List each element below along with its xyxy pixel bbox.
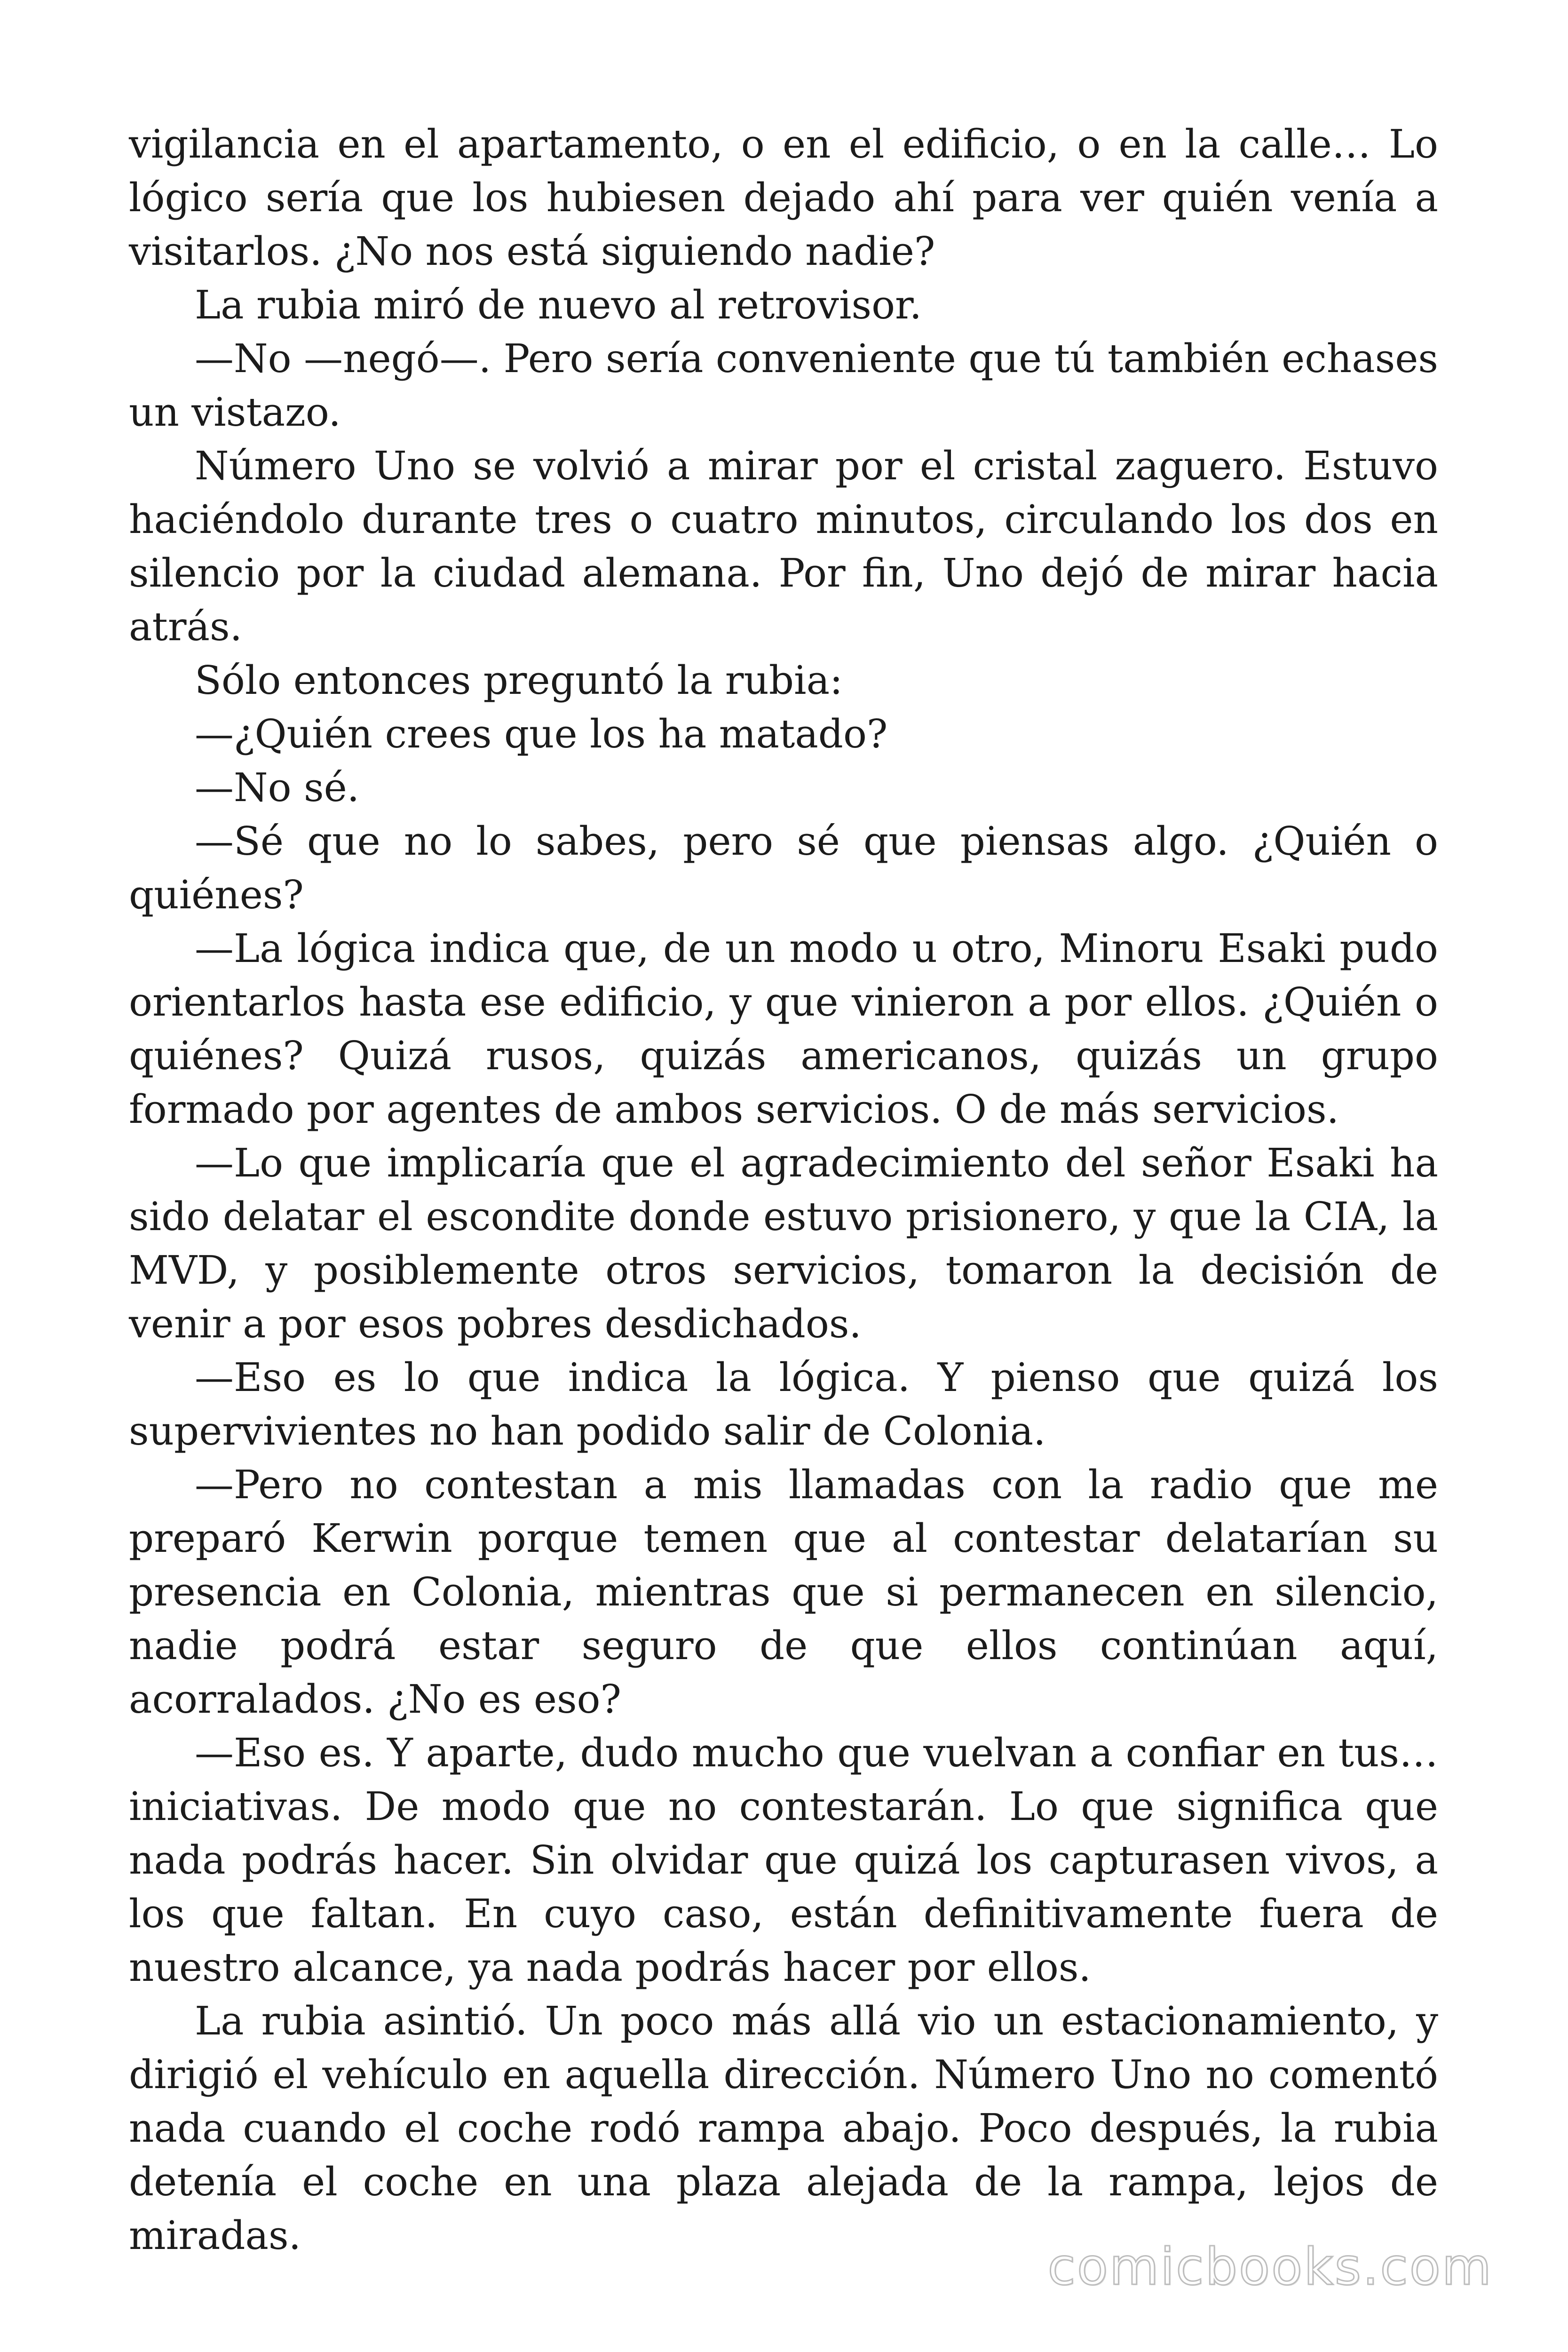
paragraph: —No sé.	[195, 765, 360, 810]
paragraph: —Eso es. Y aparte, dudo mucho que vuelvan a confiar en tus… iniciativas. De modo que no contestarán. Lo que significa que nada podrás hacer. Sin olvidar que quizá los capturasen vivos, a los que faltan. En cuyo caso, están definitivamente fuera de nuestro alcance, ya nada podrás hacer por ellos.	[129, 1730, 1438, 1990]
paragraph: Número Uno se volvió a mirar por el cristal zaguero. Estuvo haciéndolo durante tres o cuatro minutos, circulando los dos en silencio por la ciudad alemana. Por fin, Uno dejó de mirar hacia atrás.	[129, 443, 1438, 650]
paragraph: —Eso es lo que indica la lógica. Y pienso que quizá los supervivientes no han podido salir de Colonia.	[129, 1355, 1438, 1454]
paragraph: —No —negó—. Pero sería conveniente que tú también echases un vistazo.	[129, 336, 1438, 435]
paragraph: La rubia miró de nuevo al retrovisor.	[195, 282, 922, 328]
paragraph: —La lógica indica que, de un modo u otro, Minoru Esaki pudo orientarlos hasta ese edificio, y que vinieron a por ellos. ¿Quién o quiénes? Quizá rusos, quizás americanos, quizás un grupo formado por agentes de ambos servicios. O de más servicios.	[129, 926, 1438, 1132]
page-body	[129, 118, 1438, 2263]
paragraph: Sólo entonces preguntó la rubia:	[195, 658, 843, 703]
paragraph: —Pero no contestan a mis llamadas con la radio que me preparó Kerwin porque temen que al contestar delatarían su presencia en Colonia, mientras que si permanecen en silencio, nadie podrá estar seguro de que ellos continúan aquí, acorralados. ¿No es eso?	[129, 1462, 1438, 1722]
watermark: comicbooks.com	[1047, 2238, 1493, 2296]
paragraph: La rubia asintió. Un poco más allá vio un estacionamiento, y dirigió el vehículo en aquella dirección. Número Uno no comentó nada cuando el coche rodó rampa abajo. Poco después, la rubia detenía el coche en una plaza alejada de la rampa, lejos de miradas.	[129, 1998, 1438, 2258]
paragraph: —Lo que implicaría que el agradecimiento del señor Esaki ha sido delatar el escondite donde estuvo prisionero, y que la CIA, la MVD, y posiblemente otros servicios, tomaron la decisión de venir a por esos pobres desdichados.	[129, 1140, 1438, 1347]
paragraph: —Sé que no lo sabes, pero sé que piensas algo. ¿Quién o quiénes?	[129, 818, 1438, 918]
paragraph: —¿Quién crees que los ha matado?	[195, 711, 888, 757]
paragraph: vigilancia en el apartamento, o en el edificio, o en la calle… Lo lógico sería que los hubiesen dejado ahí para ver quién venía a visitarlos. ¿No nos está siguiendo nadie?	[129, 121, 1438, 274]
